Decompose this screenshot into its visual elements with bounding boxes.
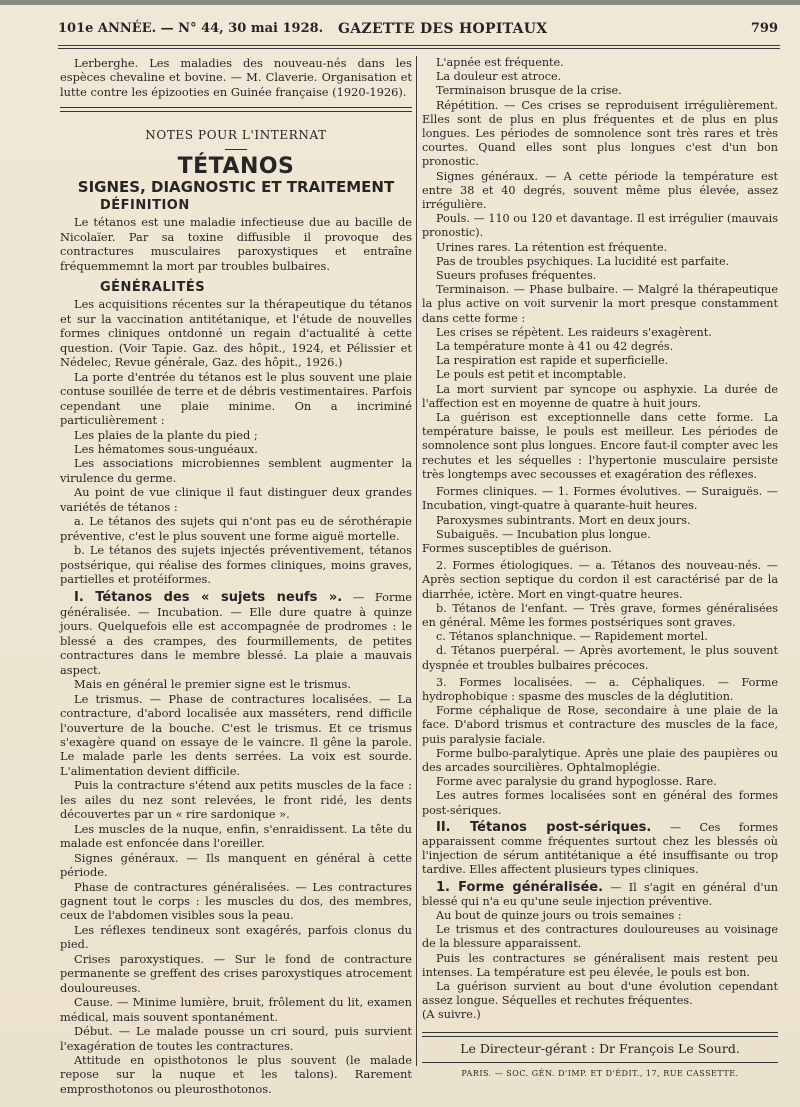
paragraph: Paroxysmes subintrants. Mort en deux jours.: [436, 513, 691, 527]
paragraph: Les plaies de la plante du pied ;: [74, 427, 258, 442]
paragraph: Subaiguës. — Incubation plus longue.: [436, 527, 651, 541]
paragraph: 3. Formes localisées. — a. Céphaliques. — Forme hydrophobique : spasme des muscles de la déglutition.: [422, 675, 778, 703]
column-divider: [416, 56, 417, 1066]
paragraph: Crises paroxystiques. — Sur le fond de contracture permanente se greffent des crises paroxystiques atrocement douloureuses.: [60, 951, 412, 995]
left-column: [60, 56, 412, 1096]
article-subtitle: SIGNES, DIAGNOSTIC ET TRAITEMENT: [77, 178, 395, 197]
intro-paragraph: Lerberghe. Les maladies des nouveau-nés dans les espèces chevaline et bovine. — M. Claverie. Organisation et lutte contre les épizooties en Guinée française (1920-1926).: [60, 56, 412, 99]
page-number: 799: [750, 21, 778, 36]
subsection-heading: 1. Forme généralisée.: [436, 879, 604, 895]
paragraph: Les hématomes sous-unguéaux.: [74, 441, 258, 456]
paragraph: La guérison survient au bout d'une évolution cependant assez longue. Séquelles et rechutes fréquentes.: [422, 980, 778, 1008]
paragraph: La respiration est rapide et superficielle.: [436, 354, 669, 368]
director-line: Le Directeur-gérant : Dr François Le Sourd.: [460, 1041, 740, 1056]
section-2-heading: II. Tétanos post-sériques.: [436, 819, 652, 835]
paragraph-forme-generalisee: [422, 881, 778, 909]
header-rule-2: [58, 48, 780, 49]
paragraph: Les autres formes localisées sont en général des formes post-sériques.: [422, 789, 778, 817]
paragraph: Les associations microbiennes semblent augmenter la virulence du germe.: [60, 456, 412, 485]
footer-rule-2: [422, 1062, 778, 1063]
rubric-label: NOTES POUR L'INTERNAT: [145, 128, 327, 143]
paragraph: Début. — Le malade pousse un cri sourd, puis survient l'exagération de toutes les contractures.: [60, 1024, 412, 1053]
paragraph: a. Le tétanos des sujets qui n'ont pas eu de sérothérapie préventive, c'est le plus souvent une forme aiguë mortelle.: [60, 514, 412, 543]
page-header: [58, 21, 778, 43]
paragraph: Le trismus. — Phase de contractures localisées. — La contracture, d'abord localisée aux masséters, rend difficile l'ouverture de la bouche. C'est le trismus. Et ce trismus s'exagère quand on essaye de le vaincre. Il gêne la parole. Le malade parle les dents serrées. La voix est sourde. L'alimentation devient difficile.: [60, 691, 412, 778]
paragraph: 2. Formes étiologiques. — a. Tétanos des nouveau-nés. — Après section septique du cordon il est caractérisé par de la diarrhée, ictère. Mort en vingt-quatre heures.: [422, 559, 778, 601]
paragraph: Le pouls est petit et incomptable.: [436, 368, 627, 382]
paragraph: Au bout de quinze jours ou trois semaines :: [436, 908, 682, 922]
section-2-text: — Ces formes apparaissent comme fréquentes surtout chez les blessés où l'injection de sérum antitétanique a été insuffisante ou trop tardive. Elles affectent plusieurs types cliniques.: [422, 820, 779, 877]
paragraph: Forme avec paralysie du grand hypoglosse. Rare.: [436, 775, 717, 789]
paragraph: Urines rares. La rétention est fréquente.: [436, 240, 668, 254]
paragraph-formes-cliniques: Formes cliniques. — 1. Formes évolutives. — Suraiguës. — Incubation, vingt-quatre à quarante-huit heures.: [422, 485, 778, 513]
footer-rule: [422, 1032, 778, 1037]
paragraph-section-1: [60, 590, 412, 678]
paragraph: Formes susceptibles de guérison.: [422, 541, 612, 555]
paragraph: Le tétanos est une maladie infectieuse due au bacille de Nicolaïer. Par sa toxine diffusible il provoque des contractures musculaires paroxystiques et entraîne fréquemmemnt la mort par troubles bulbaires.: [60, 215, 412, 273]
page-footer: [422, 1030, 778, 1078]
paragraph: La température monte à 41 ou 42 degrés.: [436, 340, 674, 354]
section-1-text: — Forme généralisée. — Incubation. — Elle dure quatre à quinze jours. Quelquefois elle est accompagnée de prodromes : le blessé a des crampes, des fourmillements, de petites contractures dans le membre blessé. La plaie a mauvais aspect.: [60, 589, 412, 677]
to-be-continued: (A suivre.): [422, 1008, 481, 1022]
paragraph: b. Le tétanos des sujets injectés préventivement, tétanos postsérique, qui réalise des formes cliniques, moins graves, partielles et protéiformes.: [60, 543, 412, 587]
paragraph-section-2: [422, 821, 778, 878]
issue-info: 101e ANNÉE. — N° 44, 30 mai 1928.: [58, 21, 324, 36]
paragraph: Phase de contractures généralisées. — Les contractures gagnent tout le corps : les muscles du dos, des membres, ceux de l'abdomen visibles sous la peau.: [60, 879, 412, 923]
paragraph: La porte d'entrée du tétanos est le plus souvent une plaie contuse souillée de terre et de débris vestimentaires. Parfois cependant une plaie minime. On a incriminé particulièrement :: [60, 369, 412, 428]
paragraph: Au point de vue clinique il faut distinguer deux grandes variétés de tétanos :: [60, 485, 412, 514]
paragraph: b. Tétanos de l'enfant. — Très grave, formes généralisées en général. Même les formes postsériques sont graves.: [422, 601, 778, 629]
journal-title: GAZETTE DES HOPITAUX: [338, 21, 548, 37]
heading-definition: DÉFINITION: [100, 197, 190, 213]
paragraph: Les crises se répètent. Les raideurs s'exagèrent.: [436, 325, 712, 339]
paragraph: Forme céphalique de Rose, secondaire à une plaie de la face. D'abord trismus et contracture des muscles de la face, puis paralysie faciale.: [422, 704, 778, 746]
paragraph: Les réflexes tendineux sont exagérés, parfois clonus du pied.: [60, 922, 412, 952]
paragraph: L'apnée est fréquente.: [436, 56, 564, 69]
paragraph: Pouls. — 110 ou 120 et davantage. Il est irrégulier (mauvais pronostic).: [422, 212, 778, 240]
paragraph: Terminaison. — Phase bulbaire. — Malgré la thérapeutique la plus active on voit survenir la mort presque constamment dans cette forme :: [422, 283, 778, 325]
paragraph: d. Tétanos puerpéral. — Après avortement, le plus souvent dyspnée et troubles bulbaires précoces.: [422, 644, 778, 672]
section-1-heading: I. Tétanos des « sujets neufs ».: [74, 589, 343, 605]
paragraph: La douleur est atroce.: [436, 70, 562, 84]
short-rule: [225, 149, 247, 150]
paragraph: Terminaison brusque de la crise.: [436, 84, 622, 98]
paragraph: La guérison est exceptionnelle dans cette forme. La température baisse, le pouls est meilleur. Les périodes de somnolence sont plus longues. Encore faut-il compter avec les rechutes et les séquelles : l'hypertonie musculaire persiste très longtemps avec secousses et exagération des réflexes.: [422, 411, 778, 481]
right-column: [422, 56, 778, 1023]
printer-line: PARIS. — SOC. GÉN. D'IMP. ET D'ÉDIT., 17, RUE CASSETTE.: [461, 1069, 739, 1078]
paragraph: Mais en général le premier signe est le trismus.: [74, 677, 351, 692]
paragraph: Le trismus et des contractures douloureuses au voisinage de la blessure apparaissent.: [422, 923, 778, 951]
paragraph: Les muscles de la nuque, enfin, s'enraidissent. La tête du malade est enfoncée dans l'oreiller.: [60, 821, 412, 851]
header-rule: [58, 45, 780, 46]
paragraph: Puis la contracture s'étend aux petits muscles de la face : les ailes du nez sont relevées, le front ridé, les dents découvertes par un « rire sardonique ».: [60, 778, 412, 822]
article-title: TÉTANOS: [177, 153, 295, 179]
paragraph: Répétition. — Ces crises se reproduisent irrégulièrement. Elles sont de plus en plus fréquentes et de plus en plus longues. Les périodes de somnolence sont très rares et très courtes. Quand elles sont plus longues c'est d'un bon pronostic.: [422, 98, 778, 169]
paragraph: Puis les contractures se généralisent mais restent peu intenses. La température est peu élevée, le pouls est bon.: [422, 951, 778, 979]
paragraph: Cause. — Minime lumière, bruit, frôlement du lit, examen médical, mais souvent spontanément.: [60, 995, 412, 1024]
paragraph: Signes généraux. — Ils manquent en général à cette période.: [60, 850, 412, 880]
section-rule: [60, 107, 412, 112]
paragraph: Sueurs profuses fréquentes.: [436, 269, 597, 283]
paragraph: Signes généraux. — A cette période la température est entre 38 et 40 degrés, souvent même plus élevée, assez irrégulière.: [422, 169, 778, 212]
paragraph: Les acquisitions récentes sur la thérapeutique du tétanos et sur la vaccination antitétanique, et l'étude de nouvelles formes cliniques ontdonné un regain d'actualité à cette question. (Voir Tapie. Gaz. des hôpit., 1924, et Pélissier et Nédelec, Revue générale, Gaz. des hôpit., 1926.): [60, 297, 412, 370]
subsection-text: — Il s'agit en général d'un blessé qui n'a eu qu'une seule injection préventive.: [422, 880, 778, 908]
top-border: [0, 0, 800, 5]
paragraph: c. Tétanos splanchnique. — Rapidement mortel.: [436, 630, 708, 644]
heading-generalites: GÉNÉRALITÉS: [100, 279, 206, 295]
paragraph: Attitude en opisthotonos le plus souvent (le malade repose sur la nuque et les talons). Rarement emprosthotonos ou pleurosthotonos.: [60, 1053, 412, 1096]
paragraph: La mort survient par syncope ou asphyxie. La durée de l'affection est en moyenne de quatre à huit jours.: [422, 382, 778, 410]
paragraph: Forme bulbo-paralytique. Après une plaie des paupières ou des arcades sourcilières. Ophtalmoplégie.: [422, 746, 778, 774]
paragraph: Pas de troubles psychiques. La lucidité est parfaite.: [436, 254, 730, 268]
